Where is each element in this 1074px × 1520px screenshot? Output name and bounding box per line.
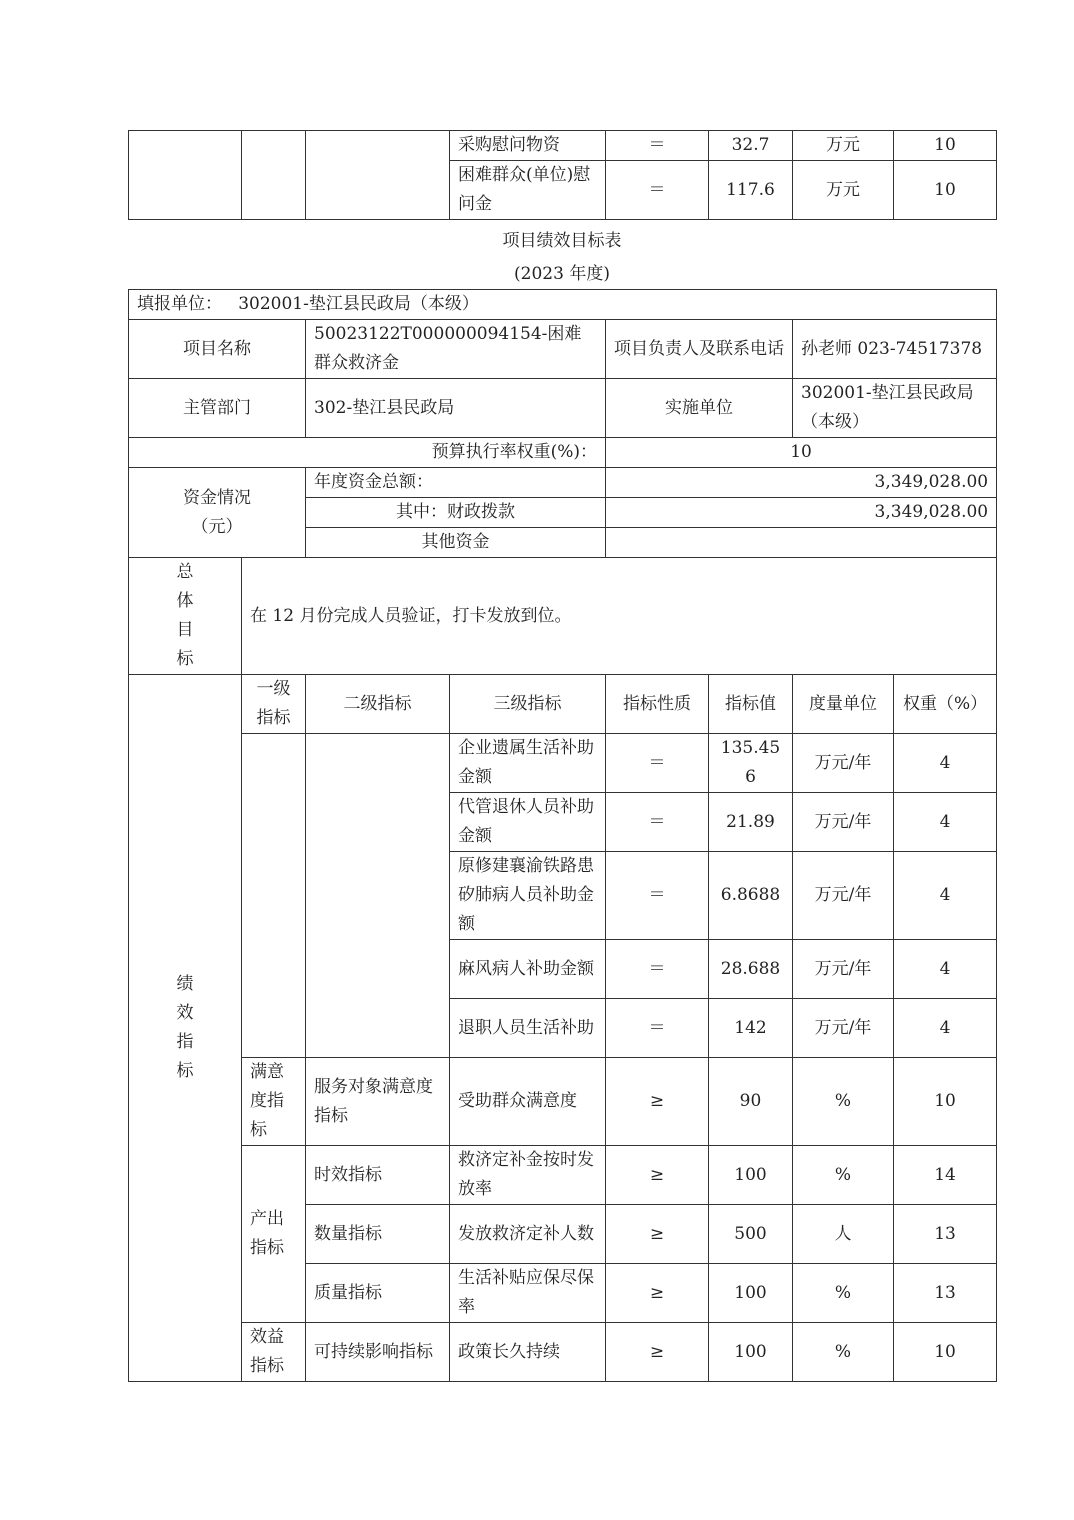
table-row (129, 379, 997, 438)
fund-other-label: 其他资金 (306, 528, 606, 558)
nature-cell: ＝ (606, 793, 709, 852)
contact-label: 项目负责人及联系电话 (606, 320, 793, 379)
indicator-cell: 麻风病人补助金额 (450, 940, 606, 999)
indicator-cell: 生活补贴应保尽保率 (450, 1264, 606, 1323)
header-level3: 三级指标 (450, 675, 606, 734)
weight-cell: 10 (894, 161, 997, 220)
impl-value: 302001-垫江县民政局（本级） (793, 379, 997, 438)
indicator-cell: 政策长久持续 (450, 1323, 606, 1382)
unit-cell: 万元 (793, 131, 894, 161)
weight-cell: 14 (894, 1146, 997, 1205)
indicator-cell: 受助群众满意度 (450, 1058, 606, 1146)
nature-cell: ＝ (606, 852, 709, 940)
value-cell: 32.7 (709, 131, 793, 161)
goal-label-cell (129, 558, 242, 675)
fund-fiscal-value: 3,349,028.00 (606, 498, 997, 528)
table-row (129, 468, 997, 498)
indicator-cell: 退职人员生活补助 (450, 999, 606, 1058)
indicator-cell: 救济定补金按时发放率 (450, 1146, 606, 1205)
value-cell: 142 (709, 999, 793, 1058)
project-name-label: 项目名称 (129, 320, 306, 379)
contact-value: 孙老师 023-74517378 (793, 320, 997, 379)
table-row (129, 131, 997, 161)
header-level2: 二级指标 (306, 675, 450, 734)
table-row (129, 320, 997, 379)
page-title: 项目绩效目标表 (502, 231, 622, 251)
level2-cell: 服务对象满意度指标 (306, 1058, 450, 1146)
header-unit: 度量单位 (793, 675, 894, 734)
table-row (129, 558, 997, 675)
unit-cell: % (793, 1146, 894, 1205)
header-value: 指标值 (709, 675, 793, 734)
unit-cell: 人 (793, 1205, 894, 1264)
weight-cell: 4 (894, 793, 997, 852)
level2-cell: 质量指标 (306, 1264, 450, 1323)
indicator-cell: 发放救济定补人数 (450, 1205, 606, 1264)
goal-text: 在 12 月份完成人员验证，打卡发放到位。 (242, 558, 997, 675)
nature-cell: ≥ (606, 1205, 709, 1264)
weight-cell: 13 (894, 1205, 997, 1264)
value-cell: 21.89 (709, 793, 793, 852)
weight-cell: 4 (894, 940, 997, 999)
indicator-cell: 困难群众(单位)慰问金 (450, 161, 606, 220)
nature-cell: ＝ (606, 161, 709, 220)
value-cell: 135.456 (709, 734, 793, 793)
indicator-cell: 原修建襄渝铁路患矽肺病人员补助金额 (450, 852, 606, 940)
indicator-cell: 企业遗属生活补助金额 (450, 734, 606, 793)
value-cell: 100 (709, 1264, 793, 1323)
table-header-row (129, 675, 997, 734)
table-row (129, 1058, 997, 1146)
table-row (129, 734, 997, 793)
fund-total-label: 年度资金总额： (306, 468, 606, 498)
fill-unit-value: 302001-垫江县民政局（本级） (238, 294, 479, 314)
weight-cell: 4 (894, 734, 997, 793)
fill-unit-cell (129, 290, 997, 320)
year-caption: (2023 年度) (514, 264, 610, 284)
value-cell: 100 (709, 1323, 793, 1382)
performance-target-table (128, 289, 997, 1382)
unit-cell: 万元/年 (793, 999, 894, 1058)
nature-cell: ≥ (606, 1264, 709, 1323)
weight-cell: 4 (894, 852, 997, 940)
weight-cell: 13 (894, 1264, 997, 1323)
unit-cell: % (793, 1264, 894, 1323)
level1-cell: 产出指标 (242, 1146, 306, 1323)
perf-label-cell (129, 675, 242, 1382)
indicator-cell: 代管退休人员补助金额 (450, 793, 606, 852)
fund-total-value: 3,349,028.00 (606, 468, 997, 498)
nature-cell: ≥ (606, 1323, 709, 1382)
weight-cell: 10 (894, 1323, 997, 1382)
value-cell: 28.688 (709, 940, 793, 999)
budget-rate-value: 10 (606, 438, 997, 468)
unit-cell: 万元/年 (793, 852, 894, 940)
header-level1: 一级指标 (242, 675, 306, 734)
impl-label: 实施单位 (606, 379, 793, 438)
fund-label (129, 468, 306, 558)
dept-value: 302-垫江县民政局 (306, 379, 606, 438)
header-nature: 指标性质 (606, 675, 709, 734)
nature-cell: ＝ (606, 940, 709, 999)
fund-label-text: 资金情况（元） (183, 487, 251, 537)
weight-cell: 10 (894, 131, 997, 161)
nature-cell: ＝ (606, 131, 709, 161)
level2-cell: 时效指标 (306, 1146, 450, 1205)
table-row (129, 1323, 997, 1382)
nature-cell: ＝ (606, 734, 709, 793)
level1-cell: 满意度指标 (242, 1058, 306, 1146)
nature-cell: ＝ (606, 999, 709, 1058)
level1-cell: 效益指标 (242, 1323, 306, 1382)
value-cell: 117.6 (709, 161, 793, 220)
unit-cell: 万元/年 (793, 940, 894, 999)
perf-label: 绩效指标 (176, 974, 194, 1081)
header-weight: 权重（%） (894, 675, 997, 734)
goal-label: 总体目标 (176, 562, 194, 669)
value-cell: 500 (709, 1205, 793, 1264)
table-row (129, 290, 997, 320)
dept-label: 主管部门 (129, 379, 306, 438)
level2-cell: 数量指标 (306, 1205, 450, 1264)
fill-unit-label: 填报单位： (137, 294, 222, 314)
fund-fiscal-label: 其中：财政拨款 (306, 498, 606, 528)
unit-cell: 万元 (793, 161, 894, 220)
nature-cell: ≥ (606, 1058, 709, 1146)
budget-rate-label: 预算执行率权重(%)： (129, 438, 606, 468)
fund-other-value (606, 528, 997, 558)
nature-cell: ≥ (606, 1146, 709, 1205)
unit-cell: 万元/年 (793, 734, 894, 793)
table-row (129, 1146, 997, 1205)
unit-cell: % (793, 1323, 894, 1382)
unit-cell: % (793, 1058, 894, 1146)
project-name-value: 50023122T000000094154-困难群众救济金 (306, 320, 606, 379)
value-cell: 6.8688 (709, 852, 793, 940)
value-cell: 100 (709, 1146, 793, 1205)
value-cell: 90 (709, 1058, 793, 1146)
level2-cell: 可持续影响指标 (306, 1323, 450, 1382)
continuation-table (128, 130, 997, 220)
weight-cell: 10 (894, 1058, 997, 1146)
table-row (129, 438, 997, 468)
indicator-cell: 采购慰问物资 (450, 131, 606, 161)
unit-cell: 万元/年 (793, 793, 894, 852)
weight-cell: 4 (894, 999, 997, 1058)
